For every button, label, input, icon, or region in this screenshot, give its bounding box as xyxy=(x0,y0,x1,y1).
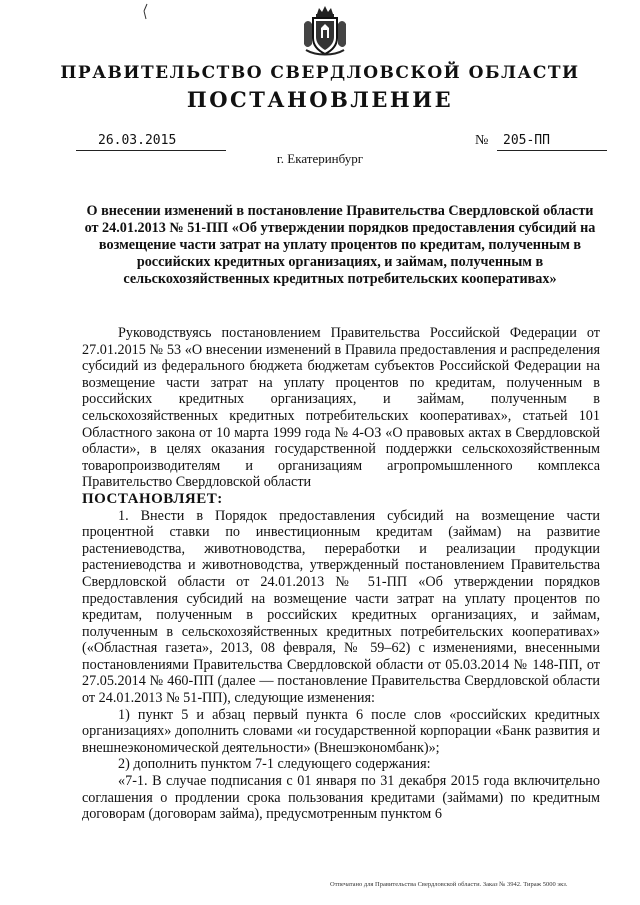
document-date: 26.03.2015 xyxy=(98,133,177,148)
subitem-1-paragraph: 1) пункт 5 и абзац первый пункта 6 после слов «российских кредитных организациях» дополнить словами «и государственной корпорации «Банк развития и внешнеэкономической деятельности» (Внешэкономбанк)»; xyxy=(82,706,600,756)
organization-name: ПРАВИТЕЛЬСТВО СВЕРДЛОВСКОЙ ОБЛАСТИ xyxy=(60,63,580,83)
preamble-paragraph: Руководствуясь постановлением Правительства Российской Федерации от 27.01.2015 № 53 «О внесении изменений в Правила предоставления и распределения субсидий из федерального бюджета бюджетам субъектов Российской Федерации на возмещение части затрат на уплату процентов по кредитам, полученным в российских кредитных организациях, и займам, полученным в сельскохозяйственных кредитных потребительских кооперативах», статьей 101 Областного закона от 10 марта 1999 года № 4-ОЗ «О правовых актах в Свердловской области», в целях оказания государственной поддержки сельскохозяйственным товаропроизводителям и организациям агропромышленного комплекса Правительство Свердловской области xyxy=(82,325,600,491)
number-sign: № xyxy=(475,133,489,148)
document-subject: О внесении изменений в постановление Правительства Свердловской области от 24.01.2013 № 51-ПП «Об утверждении порядков предоставления субсидий на возмещение части затрат на уплату процентов по кредитам, полученным в российских кредитных организациях, и займам, полученным в сельскохозяйственных кредитных потребительских кооперативах» xyxy=(84,203,596,287)
handwritten-mark-icon xyxy=(141,3,151,21)
coat-of-arms-icon xyxy=(300,4,350,58)
document-number: 205-ПП xyxy=(503,133,550,148)
document-type: ПОСТАНОВЛЕНИЕ xyxy=(186,87,454,112)
print-footer: Отпечатано для Правительства Свердловской области. Заказ № 3942. Тираж 5000 экз. xyxy=(330,881,568,888)
item-1-paragraph: 1. Внести в Порядок предоставления субсидий на возмещение части процентной ставки по инвестиционным кредитам (займам) на развитие растениеводства, животноводства, переработки и реализации продукции растениеводства и животноводства, утвержденный постановлением Правительства Свердловской области от 24.01.2013 № 51-ПП «Об утверждении порядков предоставления субсидий на возмещение части затрат на уплату процентов по кредитам, полученным в российских кредитных организациях, и займам, полученным в сельскохозяйственных кредитных потребительских кооперативах» («Областная газета», 2013, 08 февраля, № 59–62) с изменениями, внесенными постановлениями Правительства Свердловской области от 05.03.2014 № 148-ПП, от 27.05.2014 № 460-ПП (далее — постановление Правительства Свердловской области от 24.01.2013 № 51-ПП), следующие изменения: xyxy=(82,507,600,707)
subitem-2-text-paragraph: «7-1. В случае подписания с 01 января по 31 декабря 2015 года включительно соглашения о продлении срока пользования кредитами (займами) по кредитным договорам (договорам займа), предусмотренным пунктом 6 xyxy=(82,773,600,823)
subitem-2-paragraph: 2) дополнить пунктом 7-1 следующего содержания: xyxy=(118,756,431,773)
city: г. Екатеринбург xyxy=(276,151,364,166)
small-pen-mark-icon xyxy=(563,781,571,789)
document-body xyxy=(82,325,600,823)
decree-word: ПОСТАНОВЛЯЕТ: xyxy=(82,490,223,507)
